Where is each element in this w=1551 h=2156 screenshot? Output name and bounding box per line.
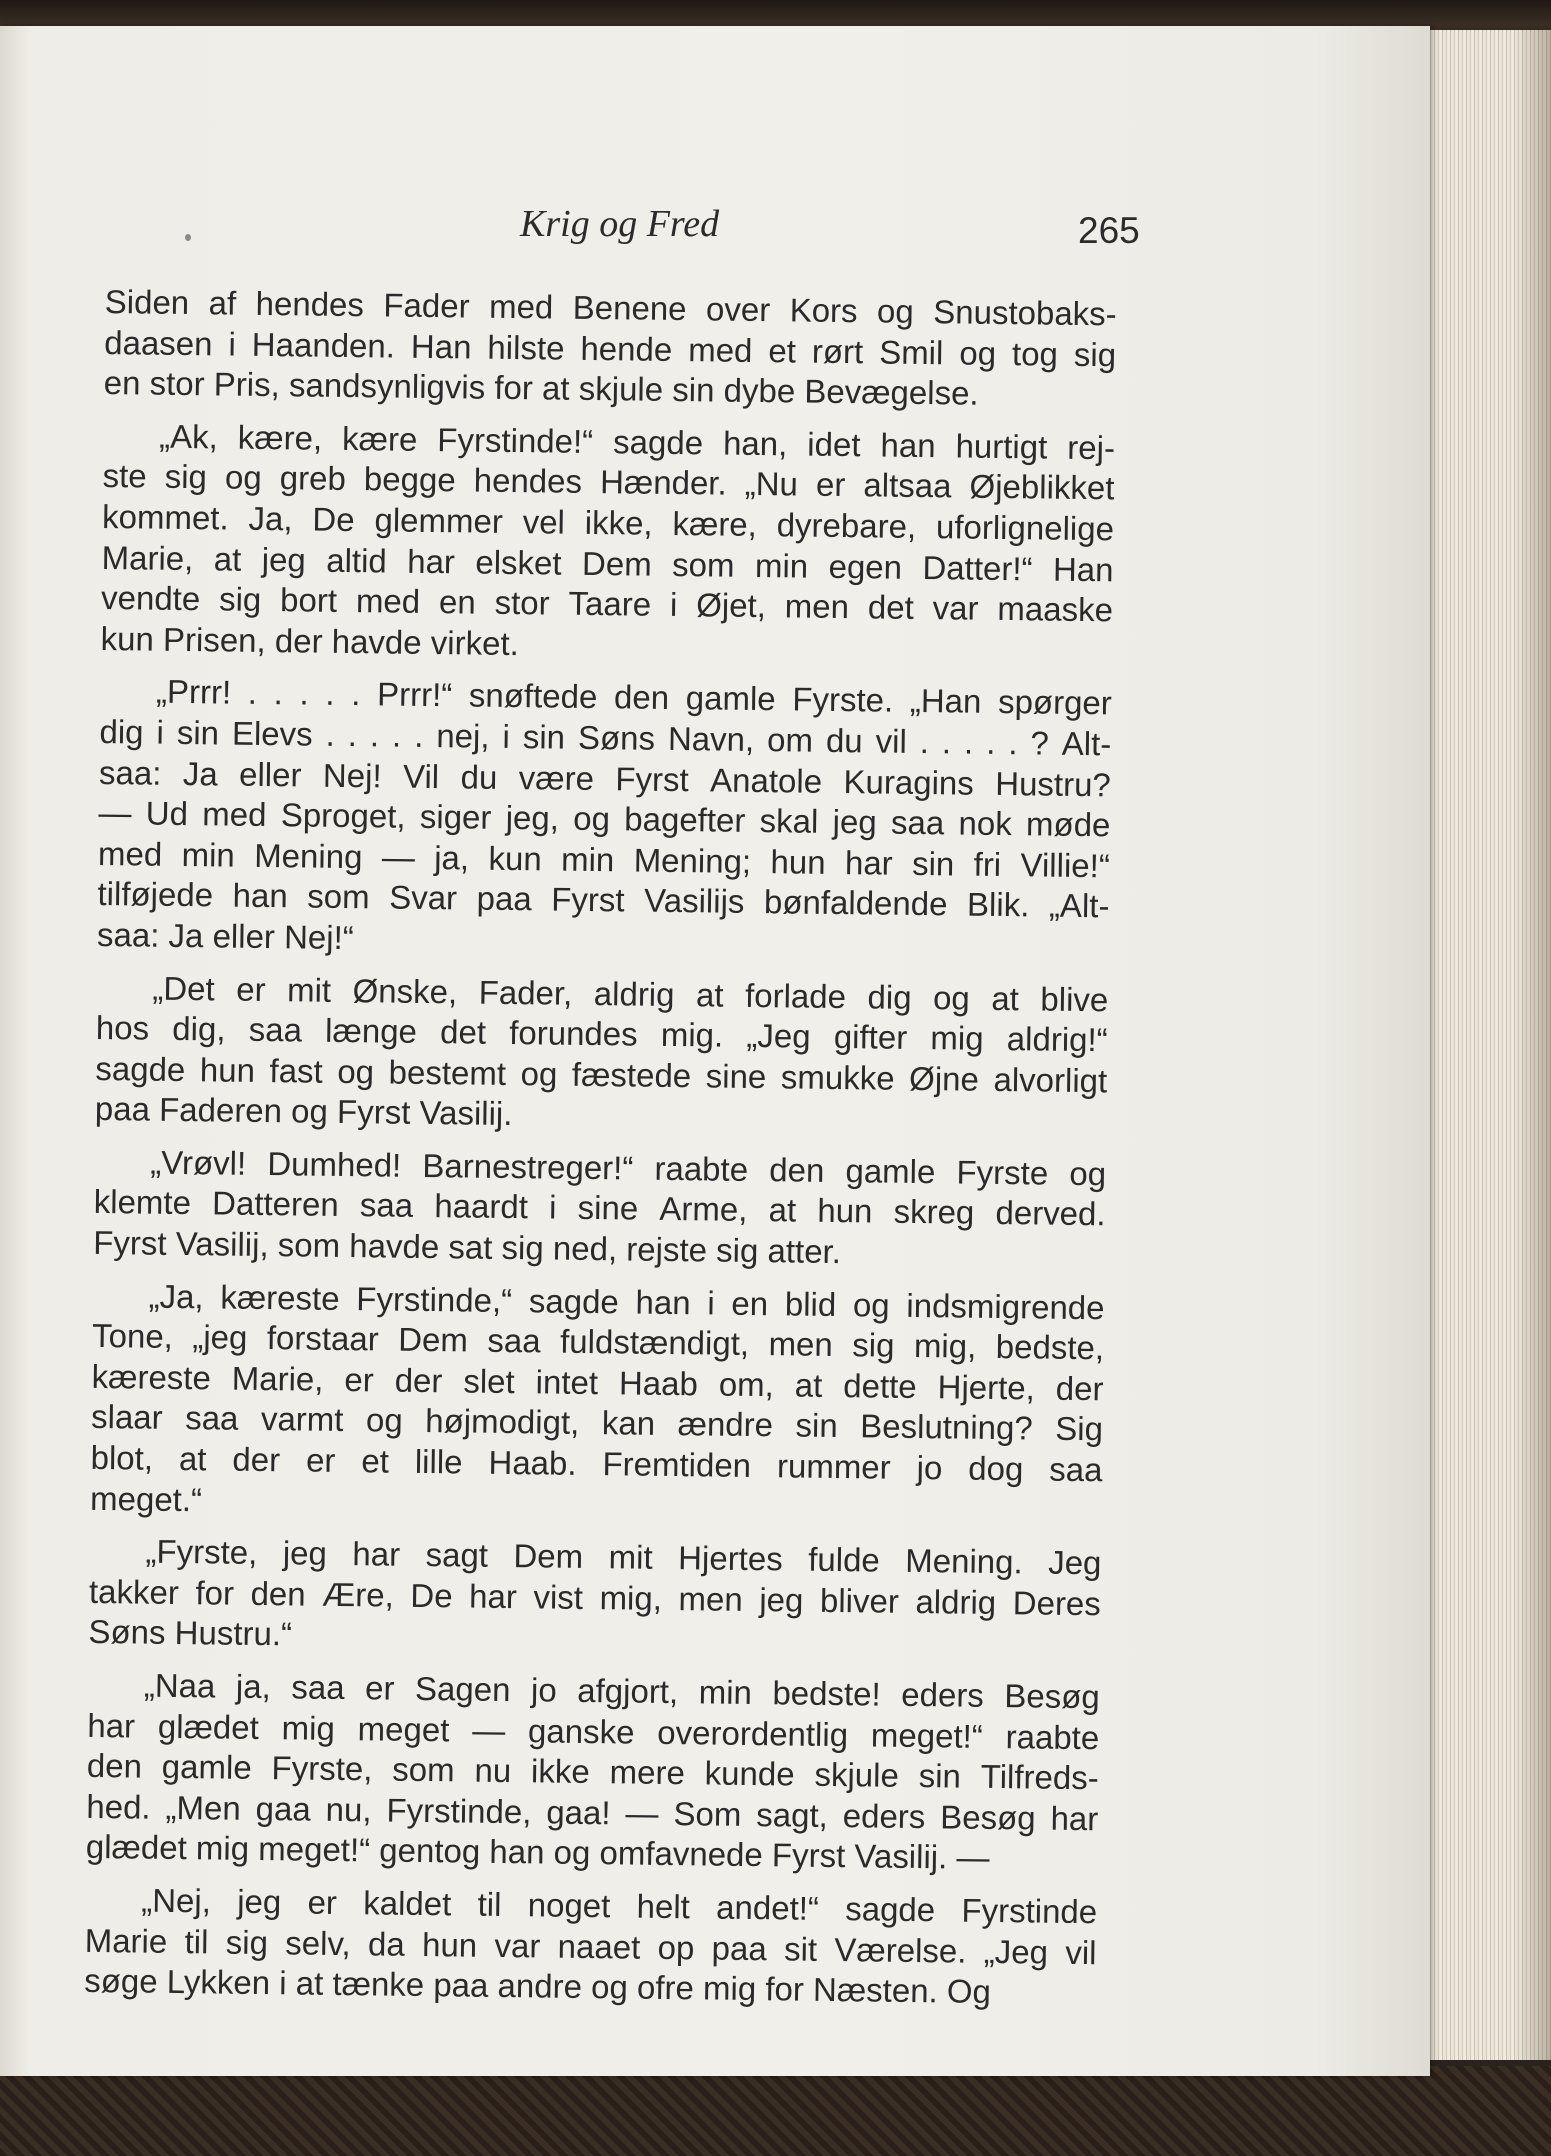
text-line: hed. „Men gaa nu, Fyrstinde, gaa! — Som sagt, eders Besøg har	[86, 1787, 1099, 1838]
text-line: har glædet mig meget — ganske overordentlig meget!“ raabte	[87, 1706, 1100, 1756]
paragraph	[93, 1142, 1106, 1276]
text-line: en stor Pris, sandsynligvis for at skjule sin dybe Bevægelse.	[103, 364, 979, 412]
text-line: dig i sin Elevs . . . . . nej, i sin Søns Navn, om du vil . . . . . ? Alt-	[99, 712, 1112, 763]
text-line: paa Faderen og Fyrst Vasilij.	[94, 1090, 513, 1133]
text-line: blot, at der er et lille Haab. Fremtiden rummer jo dog saa	[90, 1438, 1103, 1489]
text-line: sagde hun fast og bestemt og fæstede sine smukke Øjne alvorligt	[95, 1049, 1108, 1099]
text-line: Fyrst Vasilij, som havde sat sig ned, rejste sig atter.	[93, 1223, 842, 1271]
text-line: kun Prisen, der havde virket.	[100, 619, 520, 662]
text-line: „Vrøvl! Dumhed! Barnestreger!“ raabte den gamle Fyrste og	[150, 1143, 1107, 1193]
text-line: „Prrr! . . . . . Prrr!“ snøftede den gamle Fyrste. „Han spørger	[155, 672, 1112, 722]
text-line: Tone, „jeg forstaar Dem saa fuldstændigt, men sig mig, bedste,	[91, 1317, 1105, 1367]
paragraph	[104, 282, 1117, 416]
text-line: kommet. Ja, De glemmer vel ikke, kære, dyrebare, uforlignelige	[101, 497, 1115, 548]
book-page	[0, 26, 1430, 2076]
text-line: takker for den Ære, De har vist mig, men jeg bliver aldrig Deres	[88, 1572, 1102, 1623]
text-line: vendte sig bort med en stor Taare i Øjet, men det var maaske	[100, 579, 1114, 629]
text-line: „Fyrste, jeg har sagt Dem mit Hjertes fulde Mening. Jeg	[145, 1532, 1102, 1582]
paragraph	[95, 967, 1109, 1142]
text-line: ste sig og greb begge hendes Hænder. „Nu er altsaa Øjeblikket	[102, 457, 1115, 507]
background-bottom	[0, 2066, 1551, 2156]
text-line: glædet mig meget!“ gentog han og omfavnede Fyrst Vasilij. —	[85, 1828, 990, 1877]
ink-speck	[185, 234, 191, 241]
paragraph	[86, 1665, 1100, 1880]
text-line: tilføjede han som Svar paa Fyrst Vasilijs bønfaldende Blik. „Alt-	[97, 875, 1110, 925]
text-line: Marie, at jeg altid har elsket Dem som min egen Datter!“ Han	[101, 538, 1114, 588]
text-line: klemte Datteren saa haardt i sine Arme, at hun skreg derved.	[93, 1183, 1106, 1233]
paragraph	[84, 1880, 1097, 2014]
text-line: „Nej, jeg er kaldet til noget helt andet!“ sagde Fyrstinde	[141, 1881, 1098, 1931]
text-line: hos dig, saa længe det forundes mig. „Jeg gifter mig aldrig!“	[95, 1009, 1108, 1059]
text-line: saa: Ja eller Nej!“	[96, 915, 355, 956]
text-line: „Ja, kæreste Fyrstinde,“ sagde han i en blid og indsmigrende	[148, 1277, 1105, 1326]
text-line: med min Mening — ja, kun min Mening; hun har sin fri Villie!“	[97, 834, 1111, 885]
text-line: „Naa ja, saa er Sagen jo afgjort, min bedste! eders Besøg	[143, 1666, 1100, 1716]
text-line: Søns Hustru.“	[88, 1613, 293, 1653]
paragraph	[90, 1276, 1105, 1532]
paragraph	[97, 671, 1112, 967]
text-line: daasen i Haanden. Han hilste hende med et rørt Smil og tog sig	[104, 323, 1117, 373]
paragraph	[88, 1531, 1101, 1665]
text-line: kæreste Marie, er der slet intet Haab om, at dette Hjerte, der	[91, 1357, 1104, 1408]
text-line: „Det er mit Ønske, Fader, aldrig at forlade dig og at blive	[152, 969, 1109, 1018]
text-line: den gamle Fyrste, som nu ikke mere kunde skjule sin Tilfreds-	[86, 1747, 1099, 1797]
text-line: Marie til sig selv, da hun var naaet op paa sit Værelse. „Jeg vil	[84, 1921, 1097, 1971]
text-line: søge Lykken i at tænke paa andre og ofre mig for Næsten. Og	[84, 1962, 992, 2011]
paragraph	[100, 416, 1115, 672]
book-edge-shadow	[1515, 30, 1551, 2060]
text-line: „Ak, kære, kære Fyrstinde!“ sagde han, idet han hurtigt rej-	[158, 417, 1116, 467]
text-line: — Ud med Sproget, siger jeg, og bagefter skal jeg saa nok møde	[98, 794, 1111, 844]
body-text	[84, 282, 1117, 2014]
text-line: slaar saa varmt og højmodigt, kan ændre sin Beslutning? Sig	[90, 1398, 1104, 1448]
text-line: Siden af hendes Fader med Benene over Kors og Snustobaks-	[104, 282, 1117, 333]
text-line: saa: Ja eller Nej! Vil du være Fyrst Anatole Kuragins Hustru?	[98, 753, 1112, 803]
text-line: meget.“	[89, 1479, 203, 1518]
page-number: 265	[1078, 210, 1140, 251]
running-title: Krig og Fred	[520, 203, 720, 245]
